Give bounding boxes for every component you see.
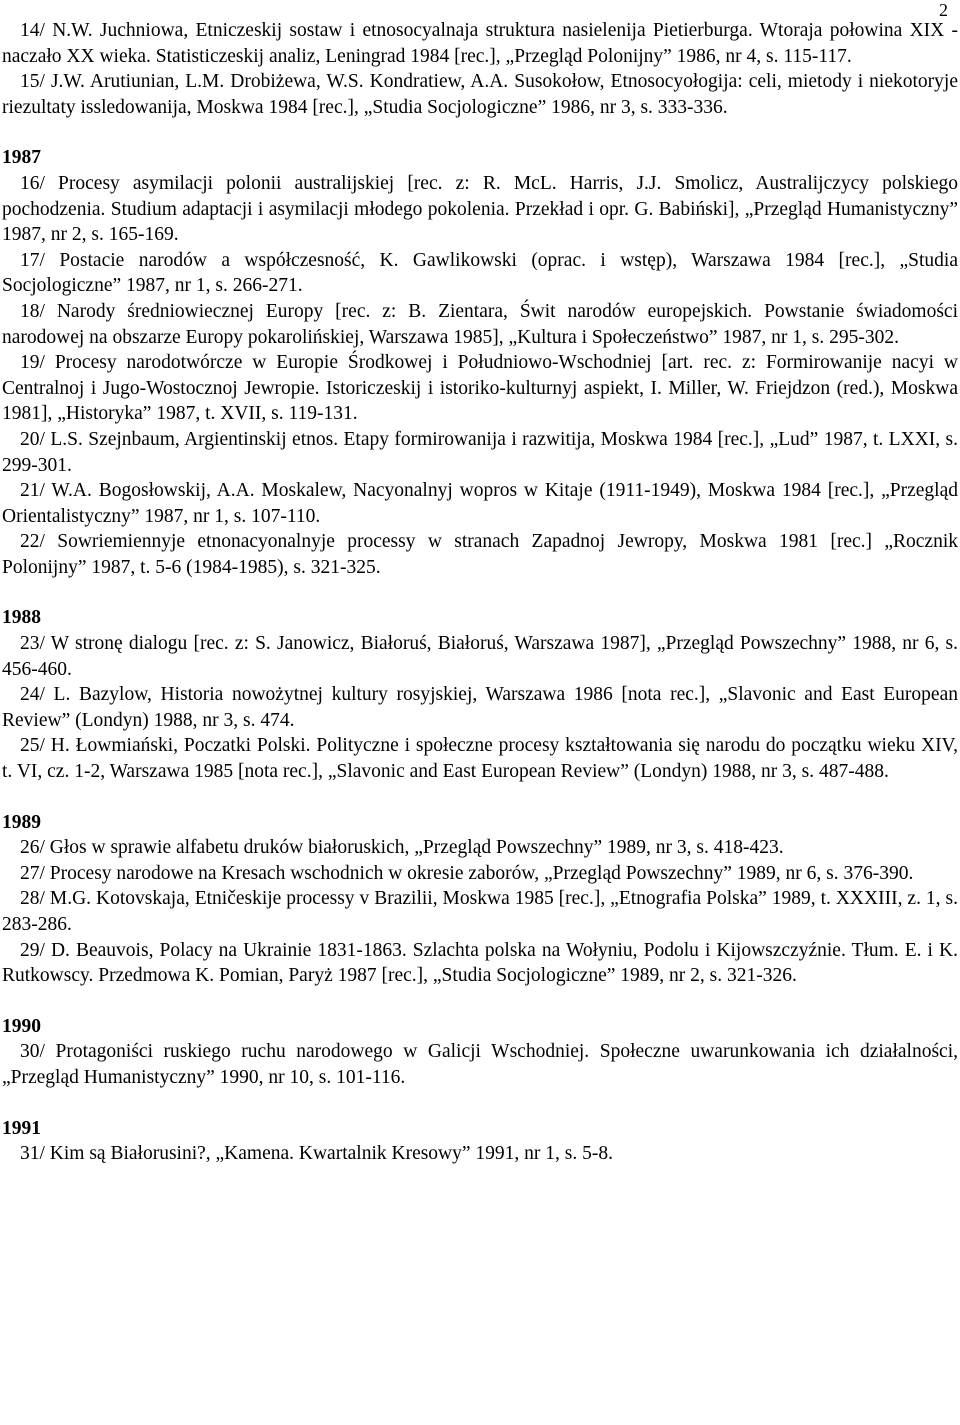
bibliography-entry: 25/ H. Łowmiański, Poczatki Polski. Polityczne i społeczne procesy kształtowania się narodu do początku wieku XIV, t. VI, cz. 1-2, Warszawa 1985 [nota rec.], „Slavonic and East European Review” (Londyn) 1988, nr 3, s. 487-488. xyxy=(2,735,958,783)
bibliography-entry: 30/ Protagoniści ruskiego ruchu narodowego w Galicji Wschodniej. Społeczne uwarunkowania ich działalności, „Przegląd Humanistyczny” 1990, nr 10, s. 101-116. xyxy=(2,1041,958,1088)
bibliography-entry: 26/ Głos w sprawie alfabetu druków białoruskich, „Przegląd Powszechny” 1989, nr 3, s. 418-423. xyxy=(20,837,784,859)
page-number: 2 xyxy=(939,0,948,20)
bibliography-entry: 14/ N.W. Juchniowa, Etniczeskij sostaw i etnosocyalnaja struktura nasielenija Pietierburga. Wtoraja połowina XIX - naczało XX wieka. Statisticzeskij analiz, Leningrad 1984 [rec.], „Przegląd Polonijny” 1986, nr 4, s. 115-117. xyxy=(2,20,958,67)
bibliography-entry: 27/ Procesy narodowe na Kresach wschodnich w okresie zaborów, „Przegląd Powszechny” 1989, nr 6, s. 376-390. xyxy=(20,862,914,884)
bibliography-entry: 18/ Narody średniowiecznej Europy [rec. z: B. Zientara, Świt narodów europejskich. Powstanie świadomości narodowej na obszarze Europy pokarolińskiej, Warszawa 1985], „Kultura i Społeczeństwo” 1987, nr 1, s. 295-302. xyxy=(2,300,958,348)
year-section xyxy=(2,1014,958,1091)
year-section xyxy=(2,810,958,989)
bibliography-entry: 15/ J.W. Arutiunian, L.M. Drobiżewa, W.S. Kondratiew, A.A. Susokołow, Etnosocyołogija: celi, mietody i niekotoryje riezultaty issledowanija, Moskwa 1984 [rec.], „Studia Socjologiczne” 1986, nr 3, s. 333-336. xyxy=(2,71,958,118)
bibliography-list xyxy=(2,18,958,1167)
year-heading: 1991 xyxy=(2,1117,41,1139)
bibliography-entry: 24/ L. Bazylow, Historia nowożytnej kultury rosyjskiej, Warszawa 1986 [nota rec.], „Slavonic and East European Review” (Londyn) 1988, nr 3, s. 474. xyxy=(2,684,958,731)
year-heading: 1989 xyxy=(2,811,41,833)
year-heading: 1987 xyxy=(2,147,41,169)
year-section xyxy=(2,1116,958,1167)
bibliography-entry: 20/ L.S. Szejnbaum, Argientinskij etnos. Etapy formirowanija i razwitija, Moskwa 1984 [rec.], „Lud” 1987, t. LXXI, s. 299-301. xyxy=(2,428,958,476)
bibliography-entry: 16/ Procesy asymilacji polonii australijskiej [rec. z: R. McL. Harris, J.J. Smolicz, Australijczycy polskiego pochodzenia. Studium adaptacji i asymilacji młodego pokolenia. Przekład i opr. G. Babiński], „Przegląd Humanistyczny” 1987, nr 2, s. 165-169. xyxy=(2,172,958,246)
year-section xyxy=(2,145,958,580)
bibliography-entry: 22/ Sowriemiennyje etnonacyonalnyje processy w stranach Zapadnoj Jewropy, Moskwa 1981 [rec.] „Rocznik Polonijny” 1987, t. 5-6 (1984-1985), s. 321-325. xyxy=(2,531,958,578)
year-section xyxy=(2,18,958,120)
bibliography-entry: 28/ M.G. Kotovskaja, Etničeskije processy v Brazilii, Moskwa 1985 [rec.], „Etnografia Polska” 1989, t. XXXIII, z. 1, s. 283-286. xyxy=(2,888,958,935)
bibliography-entry: 23/ W stronę dialogu [rec. z: S. Janowicz, Białoruś, Białoruś, Warszawa 1987], „Przegląd Powszechny” 1988, nr 6, s. 456-460. xyxy=(2,633,958,680)
bibliography-entry: 31/ Kim są Białorusini?, „Kamena. Kwartalnik Kresowy” 1991, nr 1, s. 5-8. xyxy=(20,1143,613,1165)
year-heading: 1990 xyxy=(2,1015,41,1037)
bibliography-entry: 29/ D. Beauvois, Polacy na Ukrainie 1831-1863. Szlachta polska na Wołyniu, Podolu i Kijowszczyźnie. Tłum. E. i K. Rutkowscy. Przedmowa K. Pomian, Paryż 1987 [rec.], „Studia Socjologiczne” 1989, nr 2, s. 321-326. xyxy=(2,939,958,987)
year-heading: 1988 xyxy=(2,607,41,629)
bibliography-entry: 19/ Procesy narodotwórcze w Europie Środkowej i Południowo-Wschodniej [art. rec. z: Formirowanije nacyi w Centralnoj i Jugo-Wostocznoj Jewropie. Istoriczeskij i istoriko-kulturnyj aspiekt, I. Miller, W. Friejdzon (red.), Moskwa 1981], „Historyka” 1987, t. XVII, s. 119-131. xyxy=(2,352,958,425)
bibliography-entry: 21/ W.A. Bogosłowskij, A.A. Moskalew, Nacyonalnyj wopros w Kitaje (1911-1949), Moskwa 1984 [rec.], „Przegląd Orientalistyczny” 1987, nr 1, s. 107-110. xyxy=(2,480,958,527)
bibliography-entry: 17/ Postacie narodów a współczesność, K. Gawlikowski (oprac. i wstęp), Warszawa 1984 [rec.], „Studia Socjologiczne” 1987, nr 1, s. 266-271. xyxy=(2,249,958,297)
year-section xyxy=(2,605,958,784)
